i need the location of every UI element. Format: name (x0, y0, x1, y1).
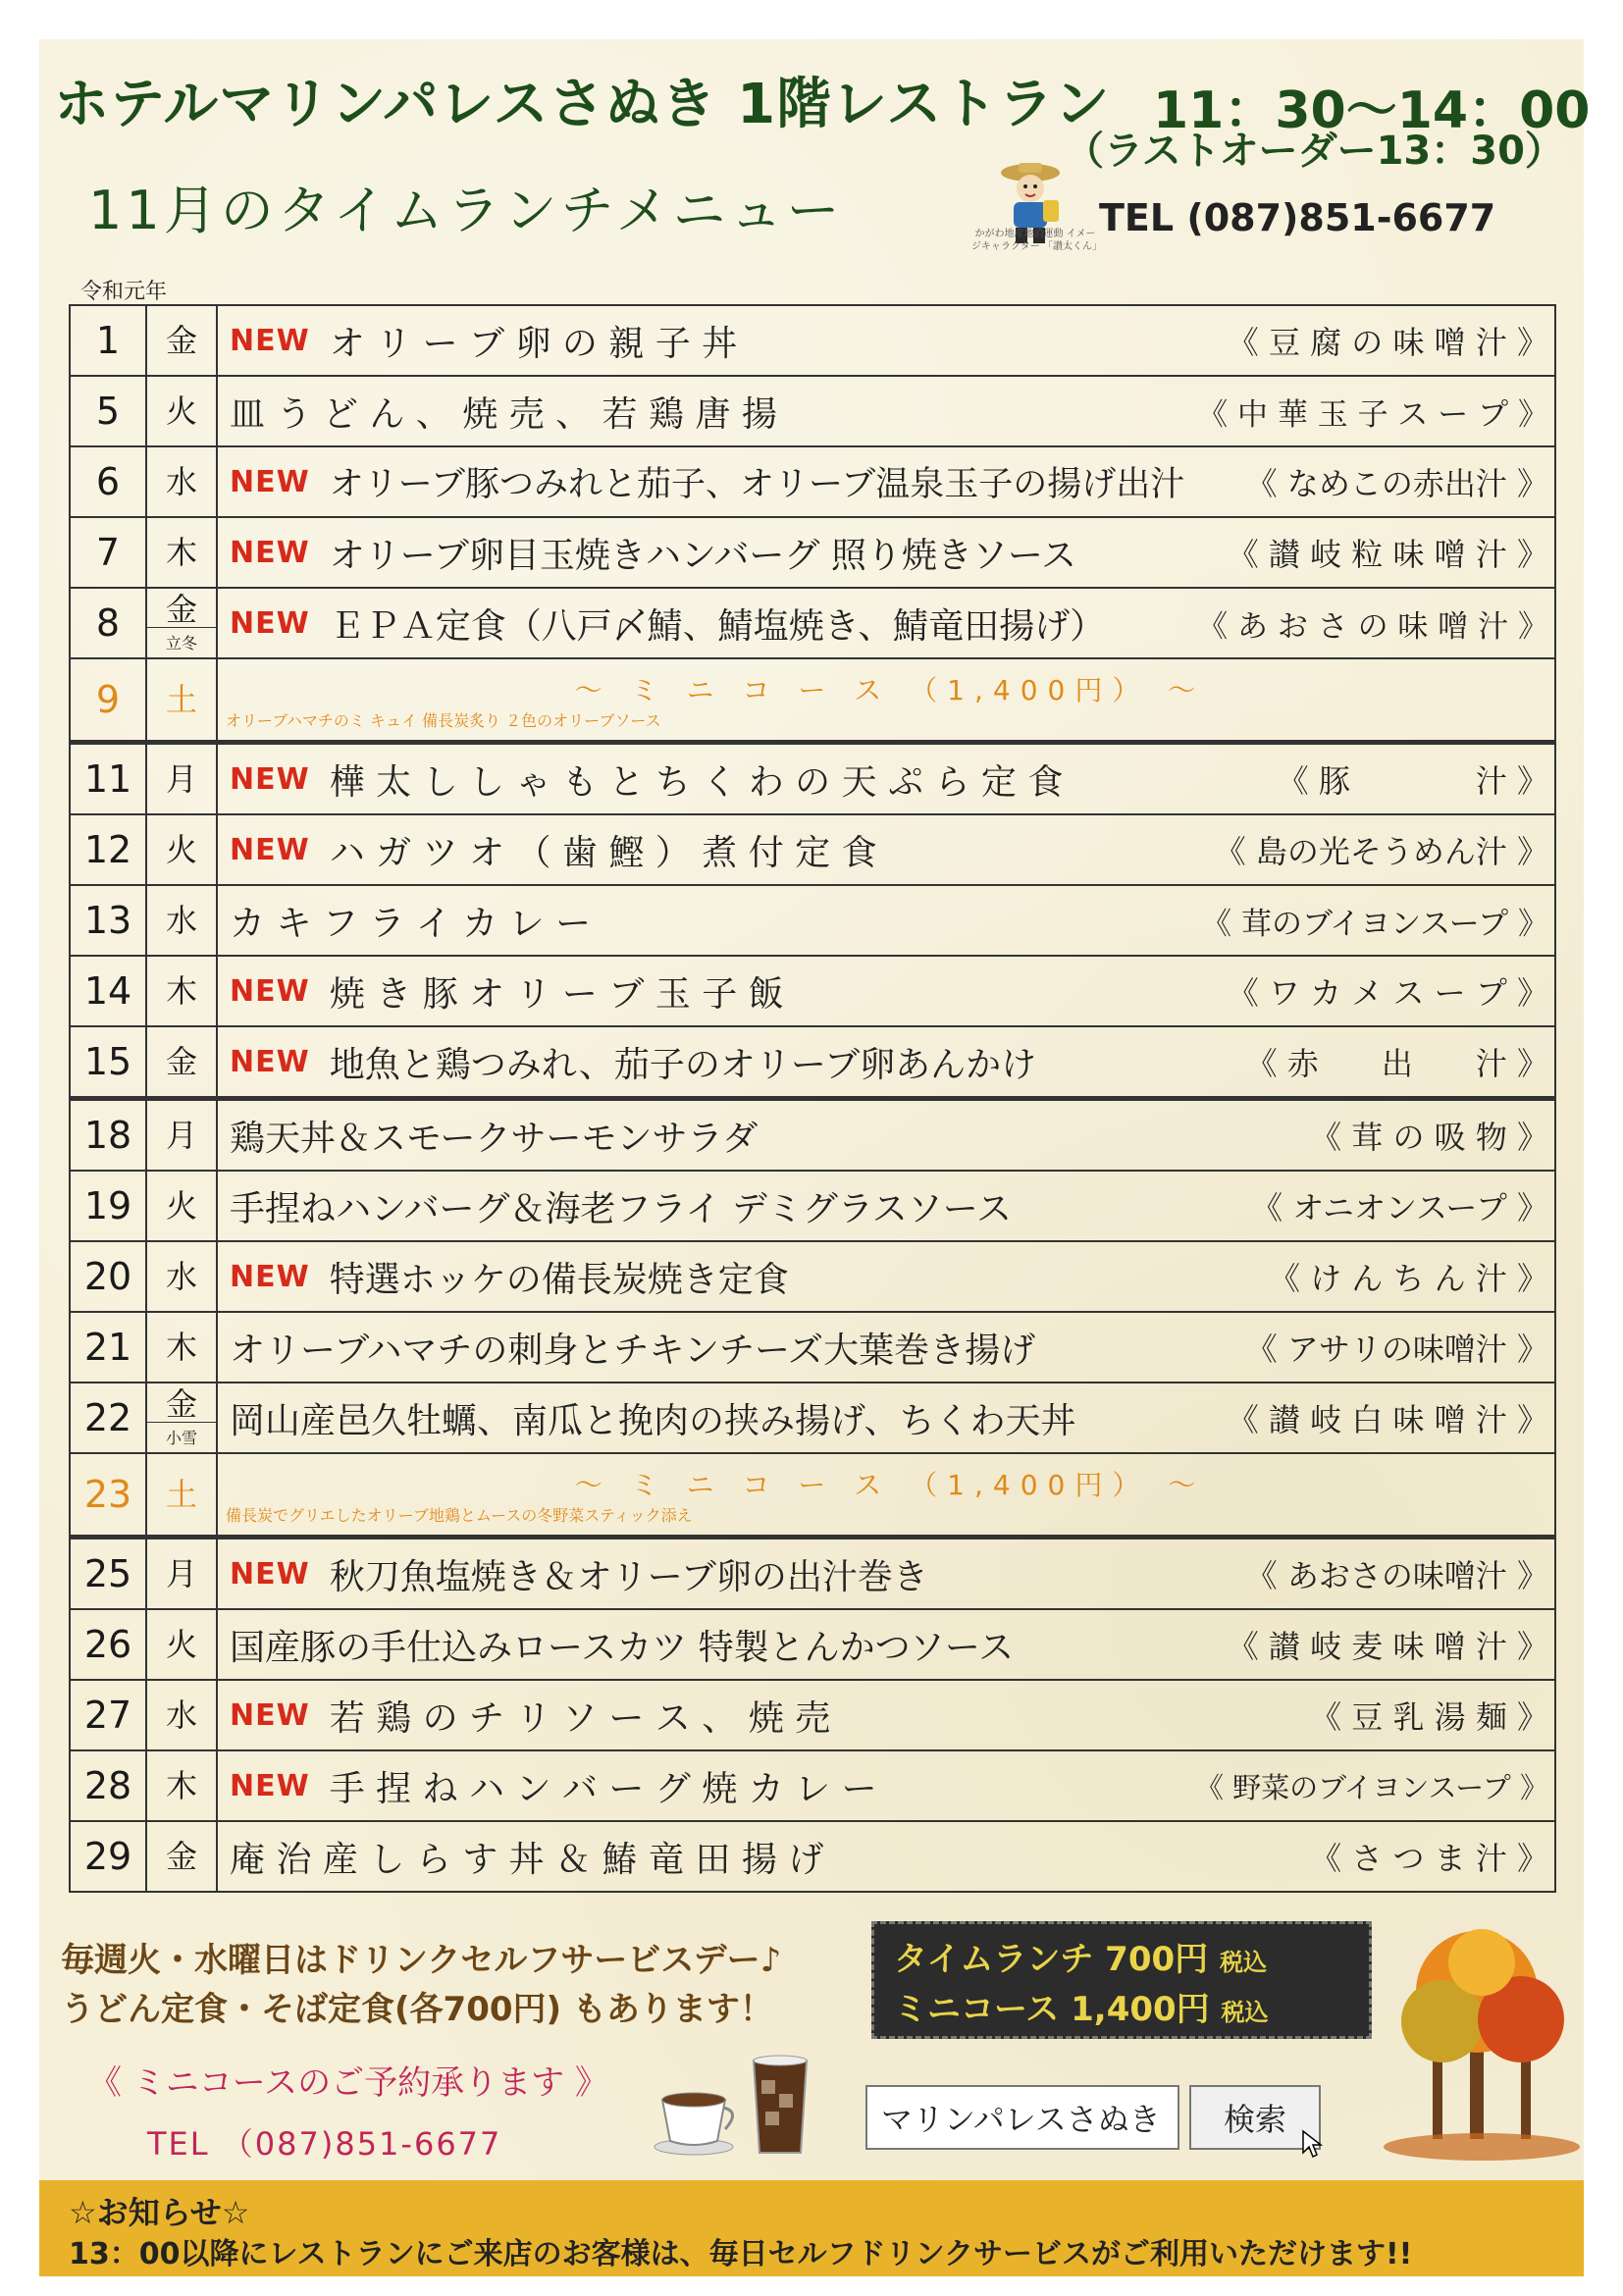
menu-dish-cell (218, 1313, 1554, 1382)
menu-dish-cell (218, 1751, 1554, 1820)
menu-day: 8 (71, 589, 147, 657)
menu-day: 23 (71, 1454, 147, 1535)
menu-dish-cell (218, 815, 1554, 884)
menu-weekday (147, 886, 218, 955)
weekday-label: 月 (165, 1117, 197, 1154)
menu-weekday (147, 1101, 218, 1170)
menu-subtitle: 11月のタイムランチメニュー (88, 180, 844, 241)
menu-day: 22 (71, 1383, 147, 1452)
dish-name: 国産豚の手仕込みロースカツ 特製とんかつソース (230, 1627, 1015, 1668)
price-mini-label: ミニコース 1,400円 (894, 1990, 1210, 2029)
menu-dish-cell (218, 447, 1554, 516)
menu-row (71, 1383, 1554, 1454)
menu-weekday (147, 1454, 218, 1535)
notice-title: ☆お知らせ☆ (69, 2194, 250, 2231)
weekday-label: 月 (165, 1555, 197, 1592)
dish-name: オ リ ー ブ 卵 の 親 子 丼 (329, 323, 738, 364)
dish-name: 鶏天丼＆スモークサーモンサラダ (230, 1118, 759, 1159)
dish-name: オリーブ卵目玉焼きハンバーグ 照り焼きソース (329, 535, 1077, 576)
menu-weekday (147, 659, 218, 740)
price-mini (894, 1986, 1349, 2036)
menu-row (71, 886, 1554, 957)
menu-day: 7 (71, 518, 147, 587)
footer-phone: TEL （087)851-6677 (147, 2125, 502, 2163)
dish-name: 岡山産邑久牡蠣、南瓜と挽肉の挟み揚げ、ちくわ天丼 (230, 1400, 1076, 1441)
menu-row (71, 1537, 1554, 1610)
menu-day: 14 (71, 957, 147, 1025)
dish-name: 皿 う ど ん 、 焼 売 、 若 鶏 唐 揚 (230, 393, 777, 435)
mini-course-row (71, 1454, 1554, 1537)
menu-dish-cell (218, 589, 1554, 657)
new-badge: NEW (230, 323, 310, 358)
coffee-cup-icon (653, 2078, 741, 2157)
dish-name: 手 捏 ね ハ ン バ ー グ 焼 カ レ ー (329, 1768, 877, 1809)
menu-dish-cell (218, 886, 1554, 955)
dish-name: 秋刀魚塩焼き＆オリーブ卵の出汁巻き (329, 1556, 928, 1597)
dish-name: ＥＰＡ定食（八戸〆鯖、鯖塩焼き、鯖竜田揚げ） (329, 605, 1106, 647)
cursor-icon (1301, 2129, 1325, 2159)
menu-dish-cell (218, 306, 1554, 375)
weekday-label: 木 (165, 534, 197, 571)
soup-name: 《 豆 乳 湯 麺 》 (1310, 1698, 1548, 1736)
menu-weekday (147, 1242, 218, 1311)
menu-weekday (147, 815, 218, 884)
mascot-caption: かがわ地産地消運動 イメージキャラクター 「讃太くん」 (971, 229, 1102, 252)
weekday-label: 水 (165, 463, 197, 500)
new-badge: NEW (230, 973, 310, 1009)
weekday-label: 金 (165, 1384, 197, 1423)
weekday-label: 土 (165, 1476, 197, 1513)
weekday-label: 金 (165, 1838, 197, 1875)
menu-row (71, 1681, 1554, 1751)
weekday-label: 金 (165, 322, 197, 359)
menu-dish-cell (218, 745, 1554, 813)
menu-day: 15 (71, 1027, 147, 1096)
menu-weekday (147, 377, 218, 445)
new-badge: NEW (230, 832, 310, 867)
menu-weekday (147, 306, 218, 375)
menu-weekday (147, 1313, 218, 1382)
weekday-label: 水 (165, 1696, 197, 1734)
menu-day: 27 (71, 1681, 147, 1749)
weekday-label: 火 (165, 1626, 197, 1663)
mini-course-row (71, 659, 1554, 742)
weekday-label: 火 (165, 1187, 197, 1225)
tax-label: 税込 (1221, 1999, 1269, 2026)
menu-row (71, 589, 1554, 659)
price-lunch (894, 1936, 1349, 1986)
menu-row (71, 1172, 1554, 1242)
weekday-label: 水 (165, 1258, 197, 1295)
soup-name: 《 讃 岐 白 味 噌 汁 》 (1227, 1401, 1548, 1438)
menu-row (71, 742, 1554, 815)
weekday-label: 木 (165, 1767, 197, 1804)
tax-label: 税込 (1219, 1949, 1267, 1976)
price-lunch-label: タイムランチ 700円 (894, 1940, 1209, 1979)
menu-row (71, 1098, 1554, 1172)
weekday-label: 月 (165, 760, 197, 798)
soup-name: 《 中 華 玉 子 ス ー プ 》 (1197, 396, 1548, 433)
search-button[interactable]: 検索 (1189, 2085, 1321, 2150)
soup-name: 《 讃 岐 粒 味 噌 汁 》 (1227, 536, 1548, 573)
menu-day: 25 (71, 1539, 147, 1608)
menu-dish-cell (218, 1822, 1554, 1891)
soup-name: 《 茸 の 吸 物 》 (1310, 1119, 1548, 1156)
soup-name: 《 あおさの味噌汁 》 (1245, 1557, 1548, 1594)
menu-day: 1 (71, 306, 147, 375)
dish-name: 手捏ねハンバーグ＆海老フライ デミグラスソース (230, 1188, 1012, 1229)
menu-weekday (147, 1539, 218, 1608)
lunch-menu-table (69, 304, 1556, 1893)
menu-row (71, 1610, 1554, 1681)
mini-course-cell (218, 1454, 1554, 1535)
menu-day: 6 (71, 447, 147, 516)
menu-dish-cell (218, 1610, 1554, 1679)
soup-name: 《 豚 汁 》 (1277, 762, 1548, 800)
menu-weekday (147, 1822, 218, 1891)
menu-weekday (147, 1751, 218, 1820)
menu-row (71, 1822, 1554, 1891)
menu-weekday (147, 957, 218, 1025)
mini-course-dish: 備長炭でグリエしたオリーブ地鶏とムースの冬野菜スティック添え (226, 1505, 693, 1525)
reservation-note: 《 ミニコースのご予約承ります 》 (88, 2063, 608, 2103)
menu-dish-cell (218, 1172, 1554, 1240)
mini-course-cell (218, 659, 1554, 740)
mini-course-heading: ～ ミ ニ コ ー ス （1,400円） ～ (574, 673, 1206, 706)
soup-name: 《 島の光そうめん汁 》 (1214, 833, 1548, 870)
menu-weekday (147, 1027, 218, 1096)
dish-name: 若 鶏 の チ リ ソ ー ス 、 焼 売 (329, 1697, 831, 1739)
weekday-label: 水 (165, 902, 197, 939)
iced-coffee-icon (748, 2051, 812, 2159)
weekday-label: 木 (165, 1329, 197, 1366)
new-badge: NEW (230, 464, 310, 499)
dish-name: 焼 き 豚 オ リ ー ブ 玉 子 飯 (329, 973, 784, 1015)
menu-day: 26 (71, 1610, 147, 1679)
dish-name: カ キ フ ラ イ カ レ ー (230, 903, 592, 944)
new-badge: NEW (230, 761, 310, 797)
menu-day: 18 (71, 1101, 147, 1170)
weekday-label: 火 (165, 831, 197, 868)
menu-dish-cell (218, 1539, 1554, 1608)
soup-name: 《 アサリの味噌汁 》 (1245, 1331, 1548, 1368)
soup-name: 《 野菜のブイヨンスープ 》 (1194, 1770, 1548, 1804)
menu-weekday (147, 589, 218, 657)
dish-name: オリーブハマチの刺身とチキンチーズ大葉巻き揚げ (230, 1330, 1036, 1371)
season-note: 立冬 (147, 627, 216, 653)
menu-row (71, 1313, 1554, 1383)
menu-day: 11 (71, 745, 147, 813)
menu-row (71, 377, 1554, 447)
menu-row (71, 447, 1554, 518)
dish-name: 庵 治 産 し ら す 丼 ＆ 鰆 竜 田 揚 げ (230, 1839, 824, 1880)
weekday-label: 木 (165, 972, 197, 1010)
menu-row (71, 957, 1554, 1027)
soup-name: 《 豆 腐 の 味 噌 汁 》 (1227, 324, 1548, 361)
new-badge: NEW (230, 1556, 310, 1592)
menu-row (71, 518, 1554, 589)
restaurant-title: ホテルマリンパレスさぬき 1階レストラン (54, 73, 1111, 136)
mini-course-heading: ～ ミ ニ コ ー ス （1,400円） ～ (574, 1468, 1206, 1501)
soup-name: 《 ワ カ メ ス ー プ 》 (1227, 974, 1548, 1012)
menu-weekday (147, 1383, 218, 1452)
menu-dish-cell (218, 1101, 1554, 1170)
dish-name: 樺 太 し し ゃ も と ち く わ の 天 ぷ ら 定 食 (329, 761, 1064, 803)
autumn-tree-icon (1374, 1913, 1590, 2168)
menu-day: 13 (71, 886, 147, 955)
last-order: （ラストオーダー13：30） (1065, 129, 1564, 174)
new-badge: NEW (230, 1259, 310, 1294)
menu-row (71, 1751, 1554, 1822)
menu-dish-cell (218, 1681, 1554, 1749)
weekday-label: 金 (165, 590, 197, 628)
header-phone: TEL (087)851-6677 (1099, 196, 1496, 239)
soup-name: 《 茸のブイヨンスープ 》 (1201, 906, 1548, 942)
soup-name: 《 さ つ ま 汁 》 (1310, 1840, 1548, 1877)
menu-dish-cell (218, 957, 1554, 1025)
menu-day: 19 (71, 1172, 147, 1240)
menu-day: 28 (71, 1751, 147, 1820)
menu-weekday (147, 447, 218, 516)
weekday-label: 土 (165, 681, 197, 718)
new-badge: NEW (230, 1044, 310, 1079)
menu-row (71, 1242, 1554, 1313)
menu-dish-cell (218, 1383, 1554, 1452)
drink-day-info: 毎週火・水曜日はドリンクセルフサービスデー♪ (61, 1941, 782, 1980)
menu-dish-cell (218, 377, 1554, 445)
menu-dish-cell (218, 1027, 1554, 1096)
menu-weekday (147, 1681, 218, 1749)
menu-weekday (147, 518, 218, 587)
mascot-icon (986, 155, 1074, 273)
notice-text: 13：00以降にレストランにご来店のお客様は、毎日セルフドリンクサービスがご利用いただけます!! (69, 2237, 1413, 2271)
menu-day: 21 (71, 1313, 147, 1382)
menu-dish-cell (218, 518, 1554, 587)
weekday-label: 金 (165, 1043, 197, 1080)
new-badge: NEW (230, 605, 310, 641)
menu-dish-cell (218, 1242, 1554, 1311)
soup-name: 《 オニオンスープ 》 (1251, 1189, 1548, 1226)
price-board (871, 1921, 1372, 2039)
menu-weekday (147, 1172, 218, 1240)
soup-name: 《 なめこの赤出汁 》 (1245, 465, 1548, 502)
search-input[interactable]: マリンパレスさぬき (865, 2085, 1179, 2150)
soup-name: 《 讃 岐 麦 味 噌 汁 》 (1227, 1628, 1548, 1665)
era-year: 令和元年 (80, 280, 168, 304)
opening-hours: 11：30～14：00 (1153, 81, 1591, 140)
mini-course-dish: オリーブハマチのミ キュイ 備長炭炙り ２色のオリーブソース (226, 710, 661, 730)
new-badge: NEW (230, 1697, 310, 1733)
notice-bar (39, 2180, 1584, 2276)
soup-name: 《 あ お さ の 味 噌 汁 》 (1197, 608, 1548, 645)
season-note: 小雪 (147, 1422, 216, 1448)
dish-name: 地魚と鶏つみれ、茄子のオリーブ卵あんかけ (329, 1044, 1037, 1085)
menu-row (71, 815, 1554, 886)
soup-name: 《 け ん ち ん 汁 》 (1268, 1260, 1548, 1297)
menu-day: 9 (71, 659, 147, 740)
dish-name: 特選ホッケの備長炭焼き定食 (329, 1259, 789, 1300)
menu-row (71, 1027, 1554, 1098)
weekday-label: 火 (165, 392, 197, 430)
new-badge: NEW (230, 1768, 310, 1803)
menu-day: 29 (71, 1822, 147, 1891)
menu-weekday (147, 1610, 218, 1679)
udon-soba-info: うどん定食・そば定食(各700円) もあります！ (61, 1990, 773, 2029)
menu-day: 12 (71, 815, 147, 884)
dish-name: ハ ガ ツ オ （ 歯 鰹 ） 煮 付 定 食 (329, 832, 877, 873)
menu-day: 20 (71, 1242, 147, 1311)
menu-row (71, 306, 1554, 377)
menu-day: 5 (71, 377, 147, 445)
dish-name: オリーブ豚つみれと茄子、オリーブ温泉玉子の揚げ出汁 (329, 465, 1185, 504)
menu-weekday (147, 745, 218, 813)
soup-name: 《 赤 出 汁 》 (1245, 1045, 1548, 1082)
new-badge: NEW (230, 535, 310, 570)
